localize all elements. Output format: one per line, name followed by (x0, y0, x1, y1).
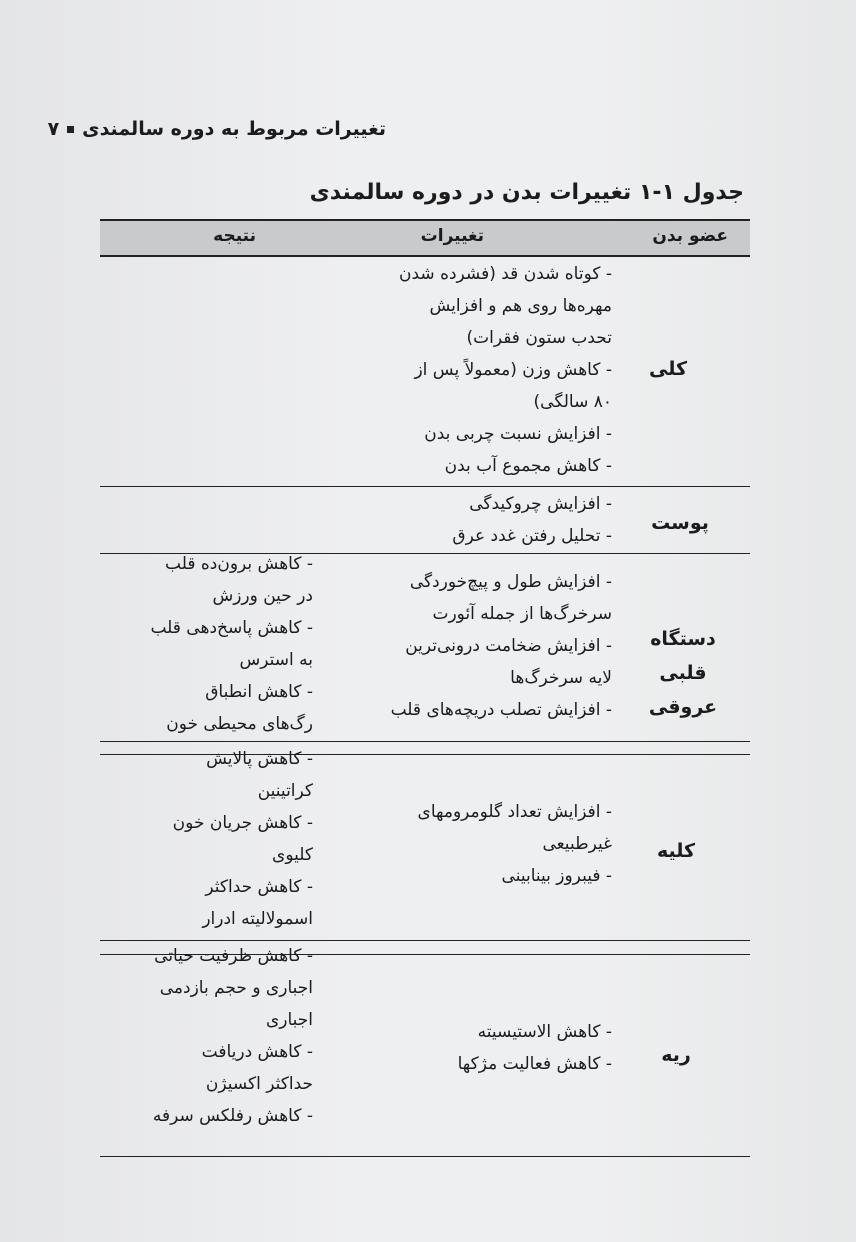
separator-square-icon (67, 126, 74, 133)
list-item: - کاهش رفلکس سرفه (152, 1106, 313, 1126)
list-item: - کاهش وزن (معمولاً پس از (414, 360, 612, 380)
running-head-text: تغییرات مربوط به دوره سالمندی (82, 118, 386, 140)
header-organ: عضو بدن (652, 226, 728, 246)
changes-lung (458, 1016, 612, 1080)
list-item: - کاهش مجموع آب بدن (444, 456, 612, 476)
list-item: ۸۰ سالگی) (533, 392, 612, 412)
list-item: رگ‌های محیطی خون (166, 714, 313, 734)
list-item: - کاهش الاستیسیته (477, 1022, 612, 1042)
list-item: - کاهش برون‌ده قلب (165, 554, 313, 574)
list-item: - کاهش ظرفیت حیاتی (154, 946, 313, 966)
list-item: - تحلیل رفتن غدد عرق (452, 526, 612, 546)
list-item: حداکثر اکسیژن (205, 1074, 313, 1094)
list-item: کلیوی (272, 845, 313, 865)
header-changes: تغییرات (420, 226, 484, 246)
organ-lung: ریه (661, 1044, 691, 1066)
list-item: - کاهش حداکثر (205, 877, 313, 897)
list-item: غیرطبیعی (542, 834, 612, 854)
row-divider (100, 486, 750, 487)
result-lung (153, 940, 313, 1132)
list-item: به استرس (239, 650, 313, 670)
organ-kidney: کلیه (656, 840, 696, 862)
list-item: - کاهش انطباق (205, 682, 313, 702)
list-item: - فیبروز بینابینی (501, 866, 612, 886)
list-item: - کاهش فعالیت مژکها (457, 1054, 612, 1074)
list-item: در حین ورزش (212, 586, 313, 606)
list-item: - افزایش ضخامت درونی‌ترین (405, 636, 612, 656)
changes-kidney (418, 796, 612, 892)
running-head (48, 118, 386, 140)
organ-cardiovascular (628, 622, 738, 724)
list-item: مهره‌ها روی هم و افزایش (429, 296, 612, 316)
header-result: نتیجه (213, 226, 256, 246)
table-title: جدول ۱-۱ تغییرات بدن در دوره سالمندی (309, 180, 744, 205)
list-item: کراتینین (257, 781, 313, 801)
result-kidney (173, 743, 313, 935)
list-item: - کاهش پالایش (206, 749, 313, 769)
list-item: اسمولالیته ادرار (202, 909, 313, 929)
organ-line: دستگاه (650, 628, 716, 650)
list-item: - افزایش طول و پیچ‌خوردگی (409, 572, 612, 592)
list-item: - کاهش دریافت (201, 1042, 313, 1062)
changes-general (399, 258, 612, 482)
changes-skin (452, 488, 612, 552)
list-item: اجباری (265, 1010, 313, 1030)
row-divider (100, 741, 750, 742)
list-item: لایه سرخرگ‌ها (510, 668, 612, 688)
list-item: - افزایش چروکیدگی (469, 494, 612, 514)
changes-cardiovascular (391, 566, 612, 726)
table-bottom-rule (100, 1156, 750, 1157)
list-item: - افزایش تصلب دریچه‌های قلب (390, 700, 612, 720)
organ-line: قلبی عروقی (648, 662, 718, 718)
organ-general: کلی (648, 358, 688, 380)
list-item: - افزایش نسبت چربی بدن (424, 424, 612, 444)
list-item: اجباری و حجم بازدمی (159, 978, 313, 998)
list-item: - کاهش جریان خون (172, 813, 313, 833)
list-item: سرخرگ‌ها از جمله آئورت (432, 604, 612, 624)
list-item: تحدب ستون فقرات) (466, 328, 612, 348)
result-cardiovascular (150, 548, 313, 740)
list-item: - کوتاه شدن قد (فشرده شدن (399, 264, 612, 284)
list-item: - افزایش تعداد گلومرومهای (417, 802, 612, 822)
list-item: - کاهش پاسخ‌دهی قلب (150, 618, 313, 638)
page-number: ۷ (47, 118, 60, 140)
organ-skin: پوست (651, 512, 709, 534)
